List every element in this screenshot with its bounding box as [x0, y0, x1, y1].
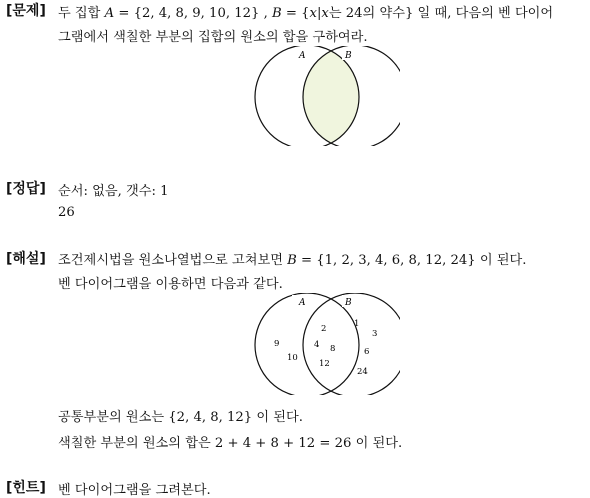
explanation-line-3 — [58, 406, 303, 425]
explanation-venn-label-a: A — [299, 298, 306, 308]
set-b-brace-open: = { — [281, 6, 310, 21]
explanation-set-a-circle — [255, 293, 359, 395]
set-a-name: A — [104, 6, 115, 21]
problem-tag: [문제] — [6, 3, 46, 19]
set-b-variable: x — [309, 6, 317, 21]
sum-expression: 2 + 4 + 8 + 12 = 26 — [214, 436, 352, 451]
element-only-b: 1 — [354, 319, 360, 329]
problem-venn-diagram — [250, 46, 400, 146]
element-intersection: 8 — [330, 344, 336, 354]
set-a-definition: = {2, 4, 8, 9, 10, 12} , — [114, 6, 272, 21]
explanation-tag: [해설] — [6, 251, 46, 267]
set-b-name: B — [271, 6, 282, 21]
problem-statement-line-2: 그램에서 색칠한 부분의 집합의 원소의 합을 구하여라. — [58, 30, 368, 45]
explanation-text: 공통부분의 원소는 — [58, 410, 169, 425]
problem-text: 일 때, 다음의 벤 다이어 — [413, 6, 554, 21]
element-only-b: 6 — [364, 347, 370, 357]
explanation-text: 색칠한 부분의 원소의 합은 — [58, 436, 215, 451]
element-intersection: 4 — [314, 340, 320, 350]
element-only-a: 9 — [274, 339, 280, 349]
problem-text: 두 집합 — [58, 6, 105, 21]
element-only-b: 3 — [372, 329, 378, 339]
explanation-line-2: 벤 다이어그램을 이용하면 다음과 같다. — [58, 277, 283, 292]
element-intersection: 12 — [319, 359, 330, 369]
answer-meta: 순서: 없음, 갯수: 1 — [58, 184, 169, 199]
set-b-variable: x — [321, 6, 329, 21]
explanation-line-4 — [58, 432, 402, 451]
hint-line: 벤 다이어그램을 그려본다. — [58, 483, 211, 498]
element-only-b: 24 — [357, 367, 368, 377]
intersection-set: {2, 4, 8, 12} — [168, 410, 253, 425]
set-b-condition: 는 24의 약수} — [328, 6, 414, 21]
set-b-name: B — [287, 253, 297, 268]
set-b-bar: | — [316, 6, 322, 21]
problem-venn-label-b: B — [345, 51, 352, 61]
explanation-text: 이 된다. — [252, 410, 303, 425]
answer-tag: [정답] — [6, 181, 46, 197]
problem-statement-line-1 — [58, 2, 553, 21]
set-b-roster: = {1, 2, 3, 4, 6, 8, 12, 24} — [296, 253, 476, 268]
explanation-venn-label-b: B — [345, 298, 352, 308]
hint-tag: [힌트] — [6, 480, 46, 496]
explanation-text: 이 된다. — [475, 253, 527, 268]
explanation-venn-diagram — [250, 293, 400, 395]
element-intersection: 2 — [321, 324, 327, 334]
explanation-line-1 — [58, 249, 526, 268]
answer-value: 26 — [58, 205, 75, 220]
element-only-a: 10 — [287, 353, 298, 363]
explanation-text: 조건제시법을 원소나열법으로 고쳐보면 — [58, 253, 288, 268]
explanation-text: 이 된다. — [351, 436, 403, 451]
problem-venn-label-a: A — [299, 51, 306, 61]
